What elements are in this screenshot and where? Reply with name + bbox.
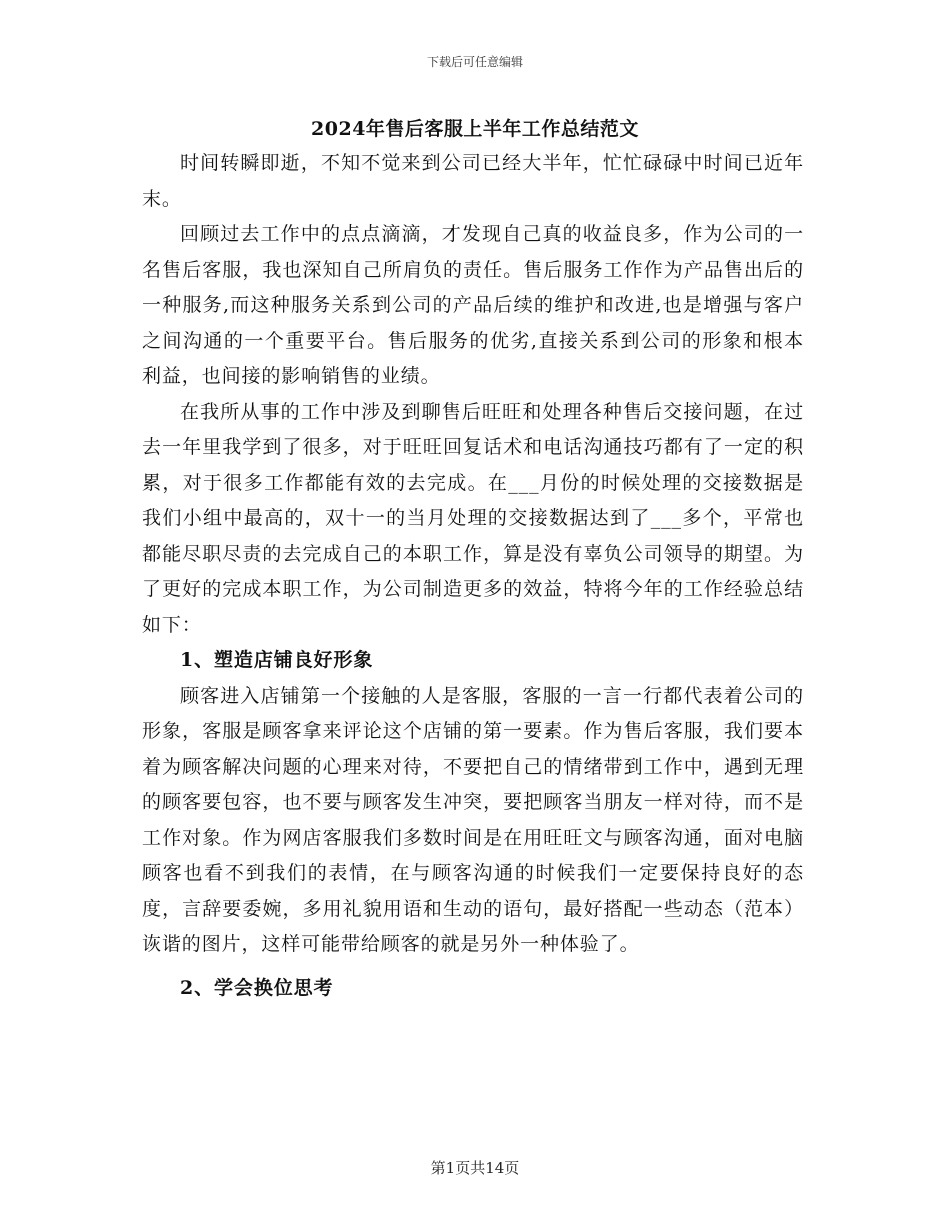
section-heading-1: 1、塑造店铺良好形象 (180, 649, 374, 671)
paragraph-work-details: 在我所从事的工作中涉及到聊售后旺旺和处理各种售后交接问题，在过去一年里我学到了很多，对于旺旺回复话术和电话沟通技巧都有了一定的积累，对于很多工作都能有效的去完成。在___月份的时候处理的交接数据是我们小组中最高的，双十一的当月处理的交接数据达到了___多个，平常也都能尽职尽责的去完成自己的本职工作，算是没有辜负公司领导的期望。为了更好的完成本职工作，为公司制造更多的效益，特将今年的工作经验总结如下： (142, 400, 804, 636)
section-heading-2: 2、学会换位思考 (180, 976, 334, 999)
document-body (142, 146, 804, 1006)
document-title: 2024年售后客服上半年工作总结范文 (311, 118, 639, 140)
page-footer-number: 第1页共14页 (430, 1159, 520, 1177)
paragraph-review: 回顾过去工作中的点点滴滴，才发现自己真的收益良多，作为公司的一名售后客服，我也深知自己所肩负的责任。售后服务工作作为产品售出后的一种服务,而这种服务关系到公司的产品后续的维护和改进,也是增强与客户之间沟通的一个重要平台。售后服务的优劣,直接关系到公司的形象和根本利益，也间接的影响销售的业绩。 (142, 223, 804, 387)
page-header-note: 下载后可任意编辑 (426, 55, 523, 69)
section-paragraph-1: 顾客进入店铺第一个接触的人是客服，客服的一言一行都代表着公司的形象，客服是顾客拿来评论这个店铺的第一要素。作为售后客服，我们要本着为顾客解决问题的心理来对待，不要把自己的情绪带到工作中，遇到无理的顾客要包容，也不要与顾客发生冲突，要把顾客当朋友一样对待，而不是工作对象。作为网店客服我们多数时间是在用旺旺文与顾客沟通，面对电脑顾客也看不到我们的表情，在与顾客沟通的时候我们一定要保持良好的态度，言辞要委婉，多用礼貌用语和生动的语句，最好搭配一些动态（范本）诙谐的图片，这样可能带给顾客的就是另外一种体验了。 (142, 684, 804, 955)
paragraph-intro: 时间转瞬即逝，不知不觉来到公司已经大半年，忙忙碌碌中时间已近年末。 (142, 152, 804, 210)
